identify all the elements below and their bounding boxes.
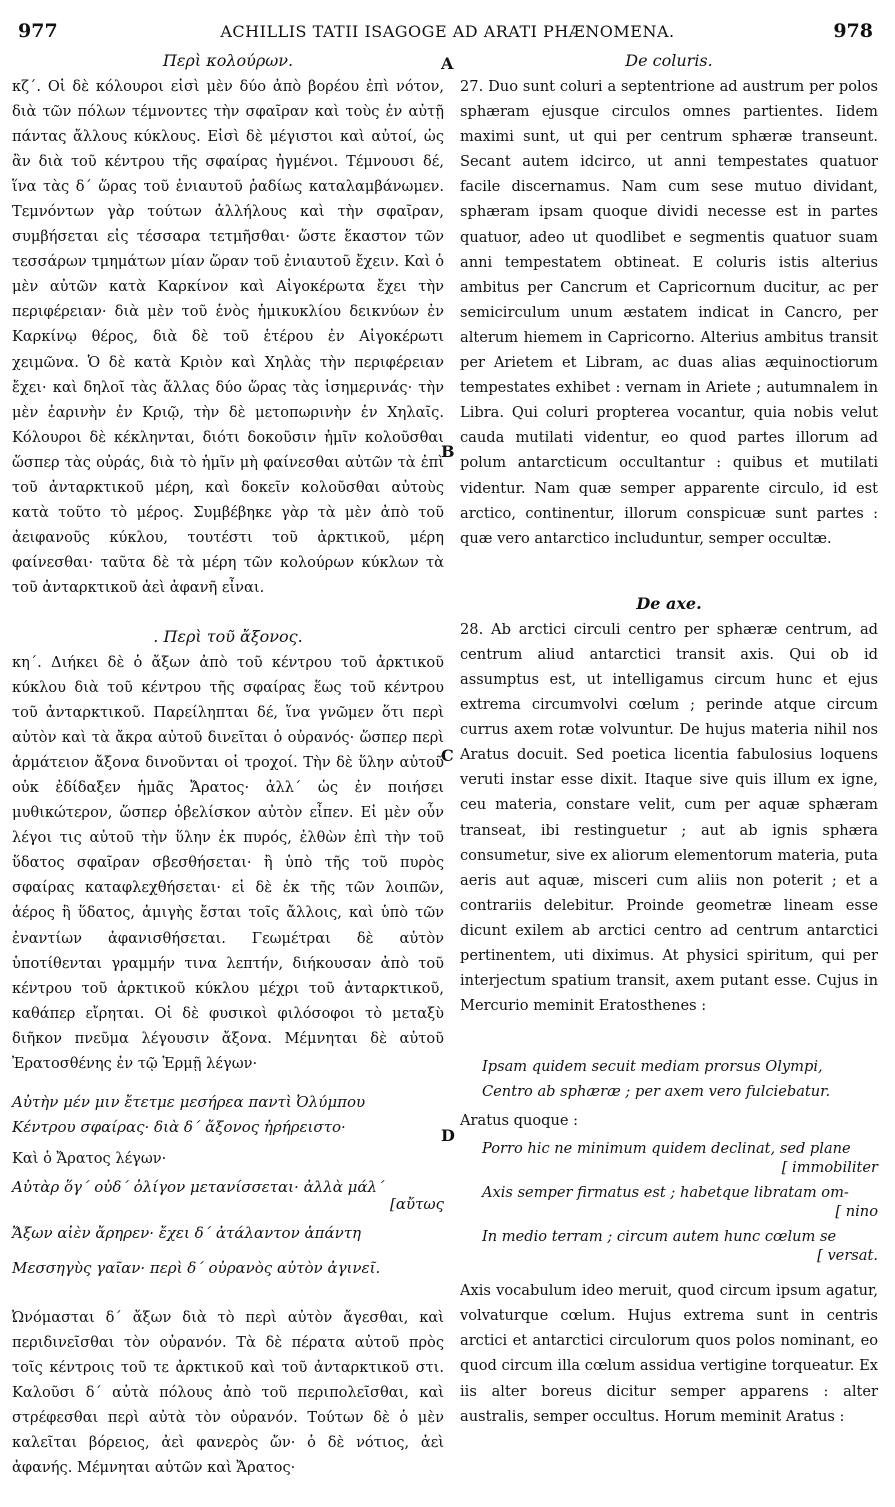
latin-column (460, 48, 878, 1429)
page-header (0, 10, 895, 50)
verse-line: Porro hic ne minimum quidem declinat, sed plane (482, 1139, 851, 1157)
verse-line: Ἄξων αἰὲν ἄρηρεν· ἔχει δ΄ ἀτάλαντον ἁπάντη (12, 1224, 361, 1243)
latin-heading-coluri: De coluris. (625, 51, 713, 70)
verse-line: Αὐτὰρ ὅγ΄ οὐδ΄ ὀλίγον μετανίσσεται· ἀλλὰ μάλ΄ (12, 1177, 385, 1196)
latin-verse-eratosthenes (482, 1054, 878, 1104)
page-number-right: 978 (833, 20, 873, 42)
verse-line-tail: [αὔτως (389, 1194, 444, 1213)
verse-line: Ipsam quidem secuit mediam prorsus Olympi, (482, 1058, 823, 1076)
verse-line: Centro ab sphæræ ; per axem vero fulciebatur. (482, 1083, 831, 1101)
latin-paragraph-27: 27. Duo sunt coluri a septentrione ad austrum per polos sphæram ejusque circulos omnes partientes. Iidem maximi sunt, ut qui per centrum sphæræ transeunt. Secant autem idcirco, ut anni tempestates quatuor facile discernamus. Nam cum sese mutuo dividant, sphæram ipsam quoque dividi necesse est in partes quatuor, adeo ut quodlibet e segmentis quatuor suam anni tempestatem obtineat. E coluris istis alterius ambitus per Cancrum et Capricornum ducitur, ac per semicirculum unum æstatem indicat in Cancro, per alterum hiemem in Capricorno. Alterius ambitus transit per Arietem et Libram, ac duas alias æquinoctiorum tempestates exhibet : vernam in Ariete ; autumnalem in Libra. Qui coluri propterea vocantur, quia nobis velut cauda mutilati videntur, eo quod partes illorum ad polum antarcticum occultantur : quibus et mutilati videntur. Nam quæ semper apparente circulo, id est arctico, continentur, illorum conspicuæ sunt partes : quæ vero antarctico includuntur, semper occultæ. (460, 78, 878, 547)
page-number-left: 977 (18, 20, 58, 42)
running-title: ACHILLIS TATII ISAGOGE AD ARATI PHÆNOMENA. (220, 22, 675, 41)
latin-aratus-intro: Aratus quoque : (460, 1112, 579, 1130)
latin-paragraph-axis-name: Axis vocabulum ideo meruit, quod circum ipsum agatur, volvaturque cœlum. Hujus extrema sunt in centris arctici et antarctici circulorum quos polos nominant, eo quod circum illa cœlum assidua vertigine torqueatur. Ex iis alter boreus dicitur semper apparens : alter australis, semper occultus. Horum meminit Aratus : (460, 1282, 878, 1425)
greek-paragraph-28: κη΄. Διήκει δὲ ὁ ἄξων ἀπὸ τοῦ κέντρου τοῦ ἀρκτικοῦ κύκλου διὰ τοῦ κέντρου τῆς σφαίρας ἕως τοῦ κέντρου τοῦ ἀνταρκτικοῦ. Παρείληπται δέ, ἵνα γνῶμεν ὅτι περὶ αὐτὸν καὶ τὰ ἄκρα αὐτοῦ δινεῖται ὁ οὐρανός· ὥσπερ περὶ ἁρμάτειον ἄξονα δινοῦνται οἱ τροχοί. Τὴν δὲ ὕλην αὐτοῦ οὐκ ἐδίδαξεν ἡμᾶς Ἄρατος· ἀλλ΄ ὡς ἐν ποιήσει μυθικώτερον, ὥσπερ ὀβελίσκον αὐτὸν εἶπεν. Εἰ μὲν οὖν λέγοι τις αὐτοῦ τὴν ὕλην ἐκ πυρός, ἐλθὼν ἐπὶ τὴν τοῦ ὕδατος σφαῖραν σβεσθήσεται· ἢ ὑπὸ τῆς τοῦ πυρὸς σφαίρας καταφλεχθήσεται· εἰ δὲ ἐκ τῆς τῶν λοιπῶν, ἀέρος ἢ ὕδατος, ἀμιγὴς ἔσται τοῖς ἄλλοις, καὶ ὑπὸ τῶν ἐναντίων ἀφανισθήσεται. Γεωμέτραι δὲ αὐτὸν ὑποτίθενται γραμμήν τινα λεπτήν, διήκουσαν ἀπὸ τοῦ κέντρου τοῦ ἀρκτικοῦ κύκλου μέχρι τοῦ ἀνταρκτικοῦ, καθάπερ εἴρηται. Οἱ δὲ φυσικοὶ φιλόσοφοι τὸ μεταξὺ διῆκον πνεῦμα λέγουσιν ἄξονα. Μέμνηται δὲ αὐτοῦ Ἐρατοσθένης ἐν τῷ Ἑρμῇ λέγων· (12, 653, 444, 1072)
margin-letter-b: B (441, 442, 455, 461)
greek-verse-aratos (12, 1175, 444, 1281)
margin-letter-c: C (441, 746, 454, 765)
greek-paragraph-axis-name: Ὠνόμασται δ΄ ἄξων διὰ τὸ περὶ αὐτὸν ἄγεσθαι, καὶ περιδινεῖσθαι τὸν οὐρανόν. Τὰ δὲ πέρατα αὐτοῦ πρὸς τοῖς κέντροις τοῦ τε ἀρκτικοῦ καὶ τοῦ ἀνταρκτικοῦ στι. Καλοῦσι δ΄ αὐτὰ πόλους ἀπὸ τοῦ περιπολεῖσθαι, καὶ στρέφεσθαι περὶ αὐτὰ τὸν οὐρανόν. Τούτων δὲ ὁ μὲν καλεῖται βόρειος, ἀεὶ φανερὸς ὤν· ὁ δὲ νότιος, ἀεὶ ἀφανής. Μέμνηται αὐτῶν καὶ Ἄρατος· (12, 1309, 444, 1477)
verse-line-tail: [ versat. (817, 1247, 878, 1265)
greek-heading-axis: . Περὶ τοῦ ἄξονος. (153, 626, 303, 646)
verse-line: Axis semper firmatus est ; habetque libratam om- (482, 1183, 849, 1201)
greek-paragraph-27: κζ΄. Οἱ δὲ κόλουροι εἰσὶ μὲν δύο ἀπὸ βορέου ἐπὶ νότον, διὰ τῶν πόλων τέμνοντες τὴν σφαῖραν καὶ τοὺς ἐν αὐτῇ πάντας ἄλλους κύκλους. Εἰσὶ δὲ μέγιστοι καὶ αὐτοί, ὡς ἂν διὰ τοῦ κέντρου τῆς σφαίρας ἠγμένοι. Τέμνουσι δέ, ἵνα τὰς δ΄ ὥρας τοῦ ἐνιαυτοῦ ῥαδίως καταλαμβάνωμεν. Τεμνόντων γὰρ τούτων ἀλλήλους καὶ τὴν σφαῖραν, συμβήσεται εἰς τέσσαρα τετμῆσθαι· ὥστε ἕκαστον τῶν τεσσάρων τμημάτων μίαν ὥραν τοῦ ἐνιαυτοῦ ἔχειν. Καὶ ὁ μὲν αὐτῶν κατὰ Καρκίνον καὶ Αἰγοκέρωτα ἔχει τὴν περιφέρειαν· διὰ μὲν τοῦ ἑνὸς ἡμικυκλίου δεικνύων ἐν Καρκίνῳ θέρος, διὰ δὲ τοῦ ἑτέρου ἐν Αἰγοκέρωτι χειμῶνα. Ὁ δὲ κατὰ Κριὸν καὶ Χηλὰς τὴν περιφέρειαν ἔχει· καὶ δηλοῖ τὰς ἄλλας δύο ὥρας τὰς ἰσημερινάς· τὴν μὲν ἐαρινὴν ἐν Κριῷ, τὴν δὲ μετοπωρινὴν ἐν Χηλαῖς. Κόλουροι δὲ κέκληνται, διότι δοκοῦσιν ἡμῖν κολοῦσθαι ὥσπερ τὰς οὐράς, διὰ τὸ ἡμῖν μὴ φαίνεσθαι αὐτῶν τὰ ἐπὶ τοῦ ἀνταρκτικοῦ μέρη, καὶ δοκεῖν κολοῦσθαι αὐτοὺς κατὰ τοῦτο τὸ μέρος. Συμβέβηκε γὰρ τὰ μὲν ἀπὸ τοῦ ἀειφανοῦς κύκλου, τουτέστι τοῦ ἀρκτικοῦ, μέρη φαίνεσθαι· ταῦτα δὲ τὰ μέρη τῶν κολούρων κύκλων τὰ τοῦ ἀνταρκτικοῦ ἀεὶ ἀφανῆ εἶναι. (12, 78, 444, 596)
latin-paragraph-28: 28. Ab arctici circuli centro per sphæræ centrum, ad centrum aliud antarctici transit axis. Qui ob id assumptus est, ut intelligamus circum hunc et ejus extrema circumvolvi cœlum ; perinde atque circum currus axem rotæ volvuntur. De hujus materia nihil nos Aratus docuit. Sed poetica licentia fabulosius loquens veruti instar esse dixit. Itaque sive quis illum ex igne, ceu materia, constare velit, cum per aquæ sphæram transeat, ibi restinguetur ; aut ab ignis sphæra consumetur, sive ex aliorum elementorum materia, puta aeris aut aquæ, misceri cum aliis non poterit ; et a contrariis delebitur. Proinde geometræ lineam esse dicunt exilem ab arctici centro ad centrum antarctici pertinentem, uti diximus. At physici spiritum, qui per interjectum spatium transit, axem putant esse. Cujus in Mercurio meminit Eratosthenes : (460, 620, 878, 1015)
latin-heading-axis: De axe. (636, 593, 702, 613)
verse-line: In medio terram ; circum autem hunc cœlum se (482, 1227, 837, 1245)
margin-letter-a: A (441, 54, 454, 73)
verse-line-tail: [ immobiliter (781, 1158, 878, 1176)
verse-line-tail: [ nino (835, 1202, 878, 1220)
greek-verse-eratosthenes (12, 1090, 444, 1140)
verse-line: Μεσσηγὺς γαῖαν· περὶ δ΄ οὐρανὸς αὐτὸν ἀγινεῖ. (12, 1259, 381, 1278)
greek-heading-coluri: Περὶ κολούρων. (162, 51, 294, 70)
verse-line: Αὐτὴν μέν μιν ἔτετμε μεσήρεα παντὶ Ὀλύμπου (12, 1092, 366, 1111)
margin-letter-d: D (441, 1126, 455, 1145)
verse-line: Κέντρου σφαίρας· διὰ δ΄ ἄξονος ἠρήρειστο· (12, 1117, 346, 1136)
greek-aratos-intro: Καὶ ὁ Ἄρατος λέγων· (12, 1149, 167, 1167)
latin-verse-aratus (482, 1136, 878, 1269)
greek-column (12, 48, 444, 1480)
